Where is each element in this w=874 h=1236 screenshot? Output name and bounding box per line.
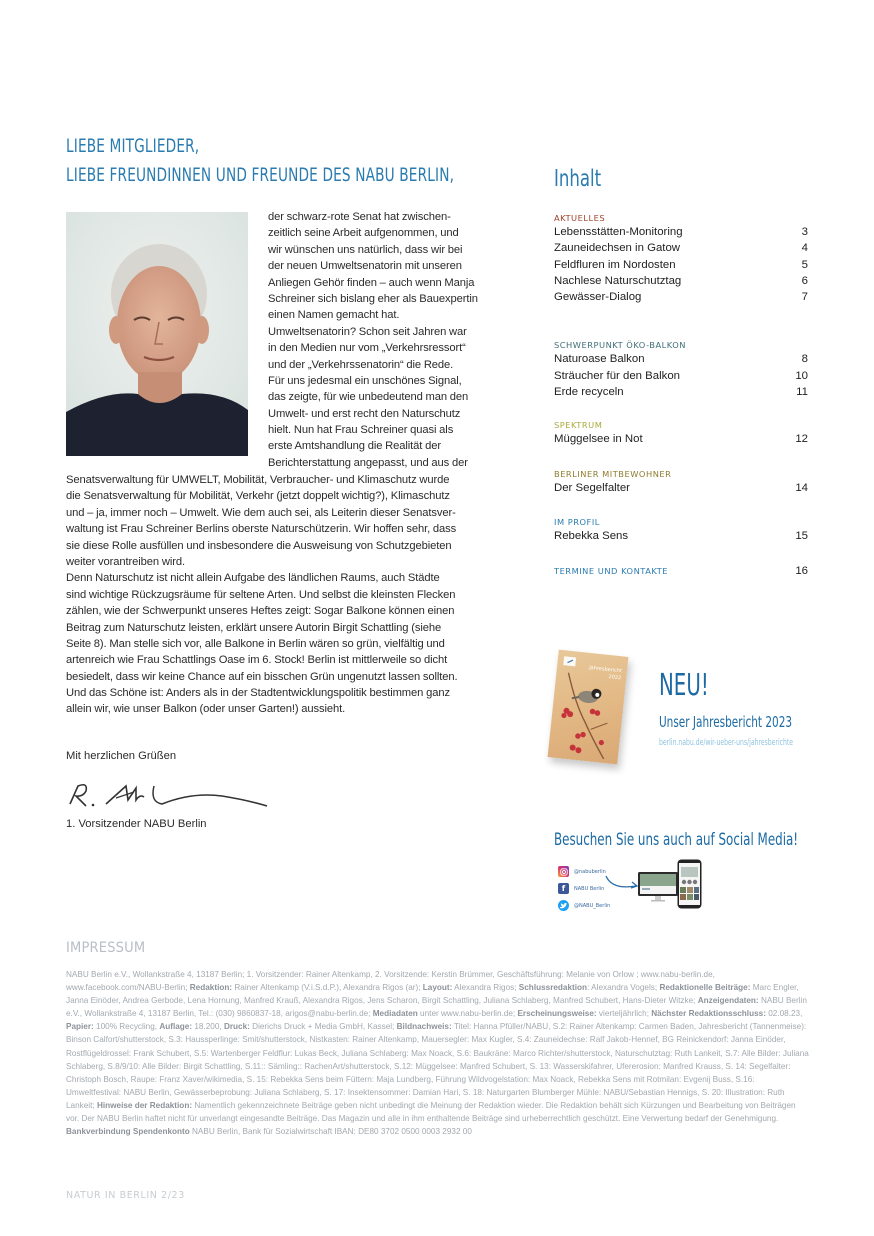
letter-line: Schreiner sich bislang eher als Bauexpertin (268, 292, 478, 305)
toc-section-aktuelles (554, 212, 808, 305)
impressum-label: Hinweise der Redaktion: (96, 1100, 193, 1110)
social-account-twitter[interactable] (558, 897, 610, 914)
impressum-label: Bankverbindung Spendenkonto (66, 1127, 190, 1137)
toc-item-title: Lebensstätten-Monitoring (554, 226, 683, 238)
letter-line: das zeigte, für wie unbedeutend man den (268, 391, 469, 404)
letter-line: artenreich wie Frau Schattlings Oase im 6. Stock! Berlin ist mittlerweile so dicht (66, 654, 448, 667)
new-badge: NEU! (659, 668, 709, 703)
toc-item-title: Naturoase Balkon (554, 353, 645, 366)
toc-item[interactable] (554, 431, 808, 447)
twitter-handle: @NABU_Berlin (574, 902, 611, 909)
toc-item[interactable] (554, 480, 808, 496)
toc-item-title: Rebekka Sens (554, 529, 629, 542)
impressum-run: NABU Berlin e.V., Wollankstraße 4, 13187 Berlin; 1. Vorsitzender: Rainer Altenkamp, 2. Vorsitzende: Kerstin Brümmer, Geschäftsführung: Melanie von Orlow ; www.nabu-berlin.de, www.facebook.com/NABU-Berlin; (66, 970, 715, 993)
impressum-run: Namentlich gekennzeichnete Beiträge geben nicht unbedingt die Meinung der Redaktion wieder. Die Redaktion behält sich Kürzungen und Bearbeitung von Beiträgen vor. Der NABU Berlin haftet nicht für unverlangt eingesandte Beiträge. Das Magazin und alle in ihm enthaltende Beiträge sind urheberrechtlich geschützt. Eine Verwertung bedarf der Genehmigung. (66, 1100, 796, 1124)
impressum-run: : Alexandra Vogels; (587, 983, 660, 993)
cover-year-text: 2022 (608, 673, 622, 681)
letter-line: zählen, wie der Schwerpunkt unseres Heftes zeigt: Sogar Balkone können einen (66, 605, 455, 618)
letter-line: besiedelt, dass wir keine Chance auf ein bisschen Grün ungenutzt lassen sollten. (66, 670, 458, 683)
letter-line: Seite 8). Man stelle sich vor, alle Balkone in Berlin wären so grün, vielfältig und (66, 637, 445, 650)
letter-line: sie diese Rolle ausfüllen und insbesondere die Ausweisung von Schutzgebieten (66, 539, 452, 552)
toc-item-page: 10 (795, 369, 808, 382)
toc-item[interactable] (554, 224, 808, 240)
author-role: 1. Vorsitzender NABU Berlin (66, 818, 207, 830)
page-footer: NATUR IN BERLIN 2/23 (66, 1190, 185, 1201)
impressum-label: Erscheinungsweise: (517, 1009, 597, 1019)
facebook-handle: NABU Berlin (574, 885, 605, 892)
impressum-run: 100% Recycling, (93, 1022, 160, 1032)
toc-item-title: Zauneidechsen in Gatow (554, 242, 681, 255)
letter-line: der neuen Umweltsenatorin mit unseren (268, 260, 462, 273)
toc-item-title: Erde recyceln (554, 386, 624, 399)
toc-section-label: IM PROFIL (554, 516, 600, 527)
impressum-run: vierteljährlich; (596, 1009, 652, 1019)
letter-line: Für uns jedesmal ein unschönes Signal, (268, 374, 462, 387)
letter-line: sind wichtige Rückzugsräume für seltene Arten. Und selbst die kleinsten Flecken (66, 588, 456, 601)
signature (66, 778, 276, 814)
letter-line: Senatsverwaltung für UMWELT, Mobilität, Verbraucher- und Klimaschutz wurde (66, 474, 450, 486)
impressum-label: Nächster Redaktionsschluss: (651, 1009, 766, 1019)
toc-item[interactable] (554, 257, 808, 273)
toc-item-title: Der Segelfalter (554, 481, 630, 494)
toc-item-title: Müggelsee in Not (554, 433, 643, 446)
cover-title-text: Jahresbericht (588, 664, 623, 675)
toc-item-page: 5 (801, 258, 808, 271)
toc-section-label: BERLINER MITBEWOHNER (554, 468, 672, 479)
letter-line: Anliegen Gehör finden – auch wenn Manja (268, 276, 475, 289)
greeting-line-2: LIEBE FREUNDINNEN UND FREUNDE DES NABU BERLIN, (66, 164, 455, 186)
instagram-icon (558, 866, 569, 877)
toc-section-label: AKTUELLES (554, 213, 606, 223)
impressum-label: Mediadaten (372, 1009, 418, 1019)
toc-item-title: Gewässer-Dialog (554, 291, 642, 304)
impressum-label: Auflage: (159, 1022, 193, 1032)
impressum-heading: IMPRESSUM (66, 940, 146, 956)
arrow-icon (604, 872, 640, 894)
annual-report-cover[interactable] (548, 650, 629, 765)
impressum-run: NABU Berlin, Bank für Sozialwirtschaft IBAN: DE80 3702 0500 0003 2932 00 (189, 1127, 472, 1137)
impressum-label: Anzeigendaten: (697, 996, 759, 1006)
impressum-label: Druck: (223, 1022, 250, 1032)
toc-item[interactable] (554, 528, 808, 544)
letter-line: der schwarz-rote Senat hat zwischen- (268, 211, 451, 223)
impressum-run: NABU Berlin e.V., Wollankstraße 4, 13187 Berlin, Tel.: (030) 9860837-18, arigos@nabu-berlin.de; (66, 996, 807, 1019)
toc-item-page: 7 (801, 291, 808, 304)
toc-item[interactable] (554, 351, 808, 367)
letter-line: die Senatsverwaltung für Mobilität, Verkehr (jetzt doppelt wichtig?), Klimaschutz (66, 490, 450, 503)
instagram-handle: @nabuberlin (574, 868, 606, 875)
toc-item[interactable] (554, 384, 808, 400)
toc-item-page: 4 (801, 242, 808, 255)
toc-item-page: 3 (801, 226, 808, 238)
letter-line: waltung ist Frau Schreiner Berlins oberste Naturschützerin. Wir hoffen sehr, dass (66, 523, 457, 536)
impressum-run: Alexandra Rigos; (452, 983, 519, 993)
letter-line: zeitlich seine Arbeit aufgenommen, und (268, 227, 459, 240)
impressum-label: Papier: (66, 1022, 94, 1032)
toc-section-mitbewohner (554, 468, 808, 496)
letter-line: in den Medien nur vom „Verkehrsressort“ (268, 342, 466, 355)
impressum-label: Redaktionelle Beiträge: (659, 983, 751, 993)
letter-line: erste Amtshandlung die Realität der (268, 440, 441, 453)
monitor-icon (637, 871, 679, 903)
letter-intro-column (268, 209, 500, 471)
social-media-heading: Besuchen Sie uns auch auf Social Media! (554, 830, 799, 850)
impressum-run: Dierichs Druck + Media GmbH, Kassel; (249, 1022, 397, 1032)
letter-line: Umwelt- und erst recht den Naturschutz (268, 407, 461, 420)
impressum-label: Schlussredaktion (518, 983, 588, 993)
impressum-label: Bildnachweis: (396, 1022, 452, 1032)
toc-item-page: 12 (795, 433, 808, 446)
impressum-run: unter www.nabu-berlin.de; (417, 1009, 518, 1019)
letter-line: und – ja, immer noch – Umwelt. Wie dem auch sei, als Leiterin dieser Senatsver- (66, 506, 456, 519)
toc-section-label: SCHWERPUNKT ÖKO-BALKON (554, 340, 686, 351)
toc-section-label: SPEKTRUM (554, 420, 603, 431)
social-account-instagram[interactable] (558, 863, 610, 880)
table-of-contents (554, 212, 808, 578)
letter-line: Umweltsenatorin? Schon seit Jahren war (268, 325, 467, 338)
impressum-run: 18.200, (192, 1022, 224, 1032)
annual-report-link[interactable]: berlin.nabu.de/wir-ueber-uns/jahresberichte (659, 738, 794, 748)
toc-item[interactable] (554, 273, 808, 289)
toc-section-label (554, 564, 808, 578)
twitter-icon (558, 900, 569, 911)
social-account-facebook[interactable] (558, 880, 610, 897)
toc-item-title: Sträucher für den Balkon (554, 369, 681, 382)
letter-line: Denn Naturschutz ist nicht allein Aufgabe des ländlichen Raums, auch Städte (66, 572, 440, 585)
letter-line: hielt. Nun hat Frau Schreiner quasi als (268, 424, 454, 437)
letter-line: Beitrag zum Naturschutz leisten, erklärt unsere Autorin Birgit Schattling (siehe (66, 621, 442, 634)
impressum-run: Rainer Altenkamp (V.i.S.d.P.), Alexandra Rigos (ar); (232, 983, 423, 993)
greeting-line-1: LIEBE MITGLIEDER, (66, 135, 200, 157)
smartphone-icon (677, 859, 702, 909)
toc-item-page: 8 (801, 353, 808, 366)
impressum-label: Layout: (422, 983, 453, 993)
letter-line: weiter vorantreiben wird. (66, 555, 185, 568)
toc-section-profil (554, 516, 808, 544)
toc-item[interactable] (554, 289, 808, 305)
impressum-label: Redaktion: (189, 983, 233, 993)
toc-item[interactable] (554, 368, 808, 384)
impressum-run: Marc Engler, Janna Einöder, Andrea Gerbode, Lena Hornung, Manfred Krauß, Alexandra Rigos, Jens Scharon, Birgit Schattling, Juliana Schlaberg, Manfred Schubert, Hans-Dieter Witzke; (66, 983, 799, 1006)
letter-line: allein wir, wie unser Balkon (oder unser Garten!) aussieht. (66, 703, 346, 716)
impressum-run: Titel: Hanna Pfüller/NABU, S.2: Rainer Altenkamp: Carmen Baden, Jahresbericht (Tannenmeise): Binson Calfort/shutterstock, S.3: Haussperlinge: Smit/shutterstock, Nistkasten: Rainer Altenkamp, Mauersegler: Max Kugler, S.4: Zauneidechse: Ralf Jakob-Hennef, BG Reinickendorf: Janna Einöder, Rostflügeldrossel: Frank Schubert, S.5: Wartenberger Feldflur: Lukas Beck, Juliana Schlaberg: Max Noack, S.6: Baukräne: Marco Richter/shutterstock, Naturschutztag: Ruth Lankeit, S.7: Alle Bilder: Juliana Schlaberg, S.8/9/10: Alle Bilder: Birgit Schattling, S.11:: Sämling:: RachenArt/shutterstock, S.12: Müggelsee: Manfred Schubert, S. 13: Wasserskifahrer, Ufererosion: Manfred Krauss, S. 14: Segelfalter: Christoph Bosch, Raupe: Franz Xaver/wikimedia, S. 15: Rebekka Sens beim Füttern: Maja Lundberg, Führung Wildvogelstation: Max Noack, Rebekka Sens mit Rotmilan: Evgenij Buss, S.16: Umweltfestival: NABU Berlin, Gewässerbeprobung: Juliana Schlaberg, S. 17: Insektensommer: Damian Hari, S. 18: Naturgarten Blumberger Mühle: NABU/Sebastian Hennigs, S. 20: Illustration: Ruth Lankeit; (66, 1022, 809, 1110)
toc-section-spektrum (554, 419, 808, 447)
letter-line: einen Namen gemacht hat. (268, 309, 400, 322)
toc-item-title: Nachlese Naturschutztag (554, 274, 682, 287)
toc-item-page: 6 (801, 274, 808, 287)
impressum-text (66, 968, 810, 1138)
annual-report-subtitle: Unser Jahresbericht 2023 (659, 713, 793, 731)
toc-section-title: TERMINE UND KONTAKTE (554, 566, 669, 577)
letter-main-column (66, 472, 502, 718)
toc-item[interactable] (554, 240, 808, 256)
toc-section-schwerpunkt (554, 339, 808, 400)
social-accounts (558, 863, 610, 914)
toc-item-page: 16 (795, 565, 808, 578)
impressum-run: 02.08.23, (765, 1009, 803, 1019)
toc-title: Inhalt (554, 166, 602, 192)
letter-line: und der „Verkehrssenatorin“ die Rede. (268, 358, 454, 371)
letter-line: Berichterstattung angepasst, und aus der (268, 456, 468, 469)
toc-item-page: 11 (796, 386, 808, 399)
letter-line: wir wünschen uns natürlich, dass wir bei (268, 243, 463, 256)
toc-item-title: Feldfluren im Nordosten (554, 258, 676, 271)
portrait-illustration (66, 212, 248, 456)
toc-item-page: 14 (795, 481, 808, 494)
author-portrait (66, 212, 248, 456)
toc-section-termine[interactable] (554, 564, 808, 578)
greeting-heading (66, 132, 454, 190)
toc-item-page: 15 (795, 529, 808, 542)
letter-closing: Mit herzlichen Grüßen (66, 750, 177, 762)
letter-line: Und das Schöne ist: Anders als in der Stadtentwicklungspolitik bestimmen ganz (66, 687, 450, 700)
facebook-icon: f (558, 883, 569, 894)
